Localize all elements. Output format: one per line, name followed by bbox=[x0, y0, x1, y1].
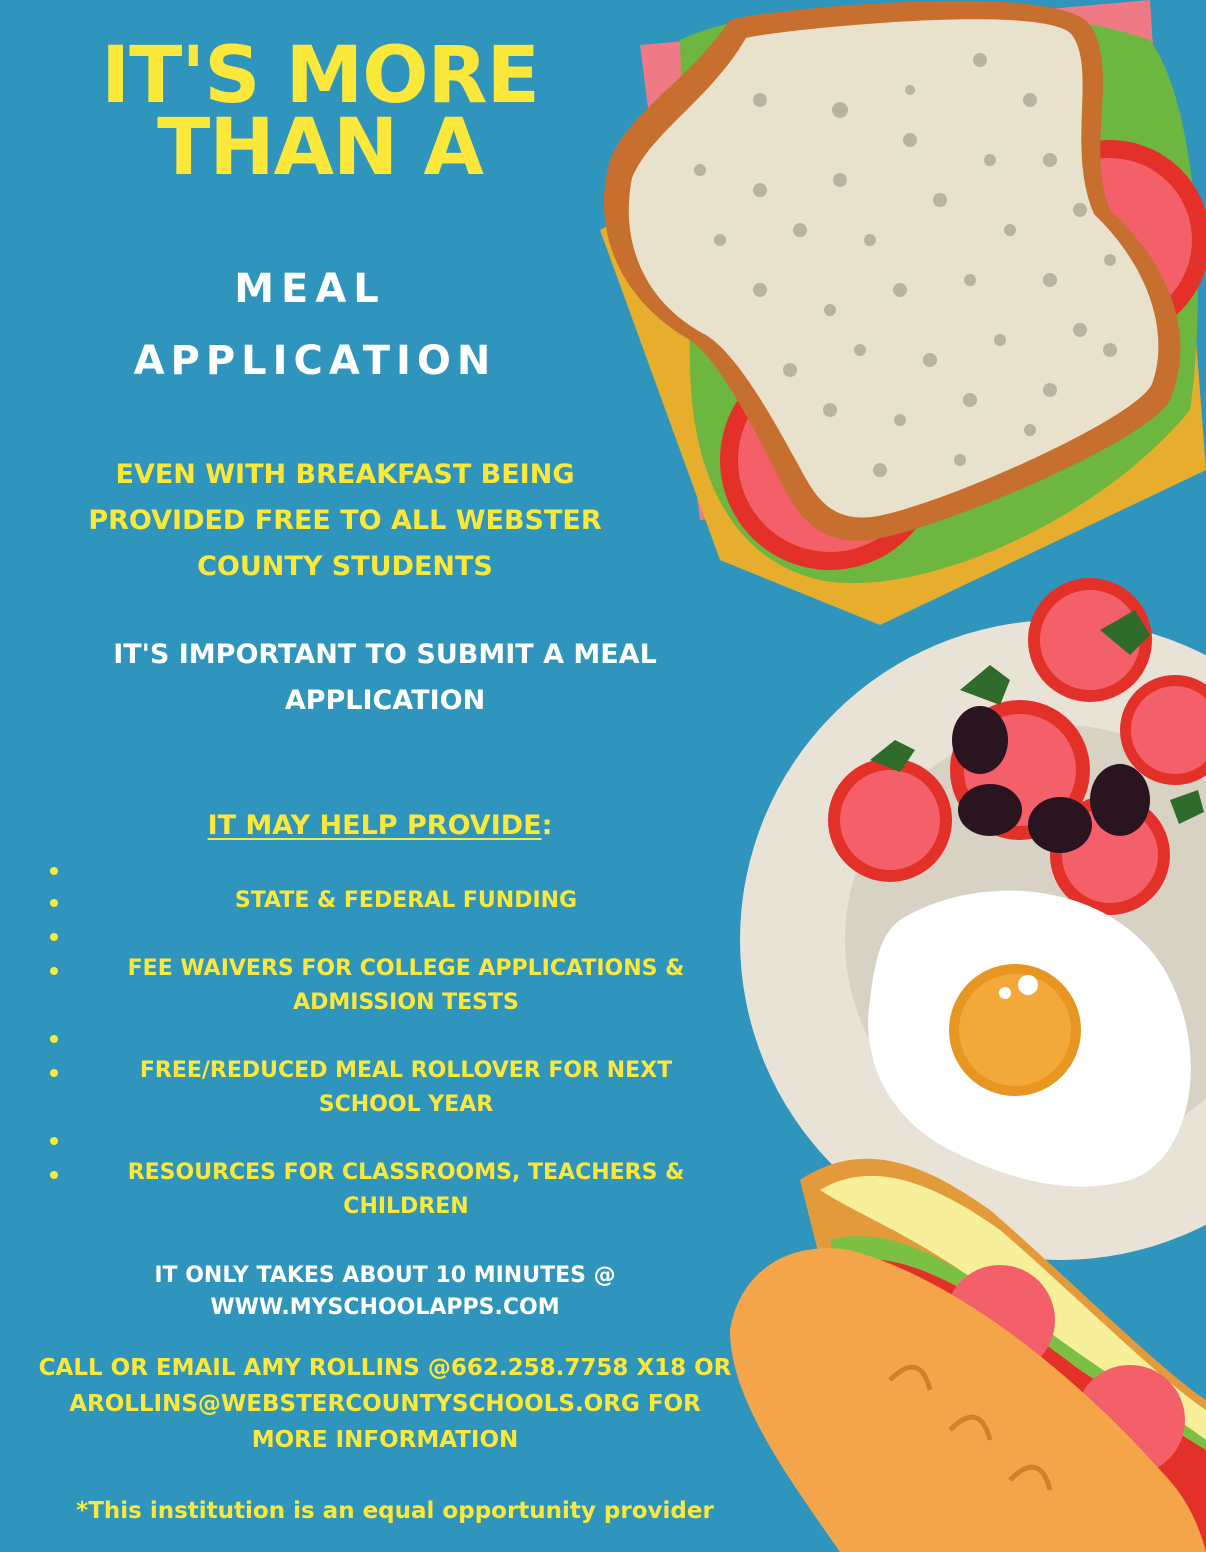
bullet-dot bbox=[50, 933, 58, 941]
important-line: APPLICATION bbox=[284, 685, 486, 716]
bullet-dot bbox=[50, 1035, 58, 1043]
help-heading-text: IT MAY HELP PROVIDE bbox=[207, 810, 542, 841]
bullet-dot bbox=[50, 967, 58, 975]
contact-line: MORE INFORMATION bbox=[251, 1427, 519, 1453]
list-item-line: STATE & FEDERAL FUNDING bbox=[234, 888, 578, 913]
bullet-dot bbox=[50, 867, 58, 875]
list-item-line: CHILDREN bbox=[343, 1194, 469, 1219]
sandwich-icon bbox=[600, 0, 1206, 625]
intro-paragraph bbox=[30, 452, 660, 590]
time-notice bbox=[120, 1260, 650, 1324]
help-heading-colon: : bbox=[541, 810, 553, 841]
equal-opportunity-footer: *This institution is an equal opportunity provider bbox=[76, 1498, 714, 1524]
bullet-dot bbox=[50, 1137, 58, 1145]
intro-line: EVEN WITH BREAKFAST BEING bbox=[115, 459, 575, 490]
list-item bbox=[100, 1156, 712, 1224]
intro-line: COUNTY STUDENTS bbox=[197, 551, 493, 582]
contact-line: CALL OR EMAIL AMY ROLLINS @662.258.7758 X18 OR bbox=[38, 1355, 732, 1381]
list-item-line: SCHOOL YEAR bbox=[318, 1092, 494, 1117]
website-link[interactable]: WWW.MYSCHOOLAPPS.COM bbox=[210, 1295, 560, 1320]
list-item-line: FEE WAIVERS FOR COLLEGE APPLICATIONS & bbox=[127, 956, 685, 981]
contact-email[interactable]: AROLLINS@WEBSTERCOUNTYSCHOOLS.ORG FOR bbox=[69, 1391, 701, 1417]
important-line: IT'S IMPORTANT TO SUBMIT A MEAL bbox=[113, 639, 657, 670]
headline-line: THAN A bbox=[157, 103, 483, 193]
bullet-dot bbox=[50, 1069, 58, 1077]
list-item-line: FREE/REDUCED MEAL ROLLOVER FOR NEXT bbox=[139, 1058, 673, 1083]
bullet-dot bbox=[50, 1171, 58, 1179]
list-item bbox=[100, 952, 712, 1020]
important-paragraph bbox=[60, 632, 710, 724]
headline-line: IT'S MORE bbox=[101, 31, 539, 121]
intro-line: PROVIDED FREE TO ALL WEBSTER bbox=[88, 505, 602, 536]
list-item bbox=[100, 1054, 712, 1122]
list-item-line: ADMISSION TESTS bbox=[293, 990, 519, 1015]
subtitle-line: APPLICATION bbox=[133, 338, 497, 384]
contact-info bbox=[20, 1350, 750, 1458]
bullet-dot bbox=[50, 899, 58, 907]
help-heading bbox=[120, 810, 640, 841]
list-item-line: RESOURCES FOR CLASSROOMS, TEACHERS & bbox=[127, 1160, 685, 1185]
subtitle-line: MEAL bbox=[234, 266, 386, 312]
list-item bbox=[100, 884, 712, 918]
headline bbox=[60, 31, 580, 193]
time-line: IT ONLY TAKES ABOUT 10 MINUTES @ bbox=[154, 1263, 616, 1288]
